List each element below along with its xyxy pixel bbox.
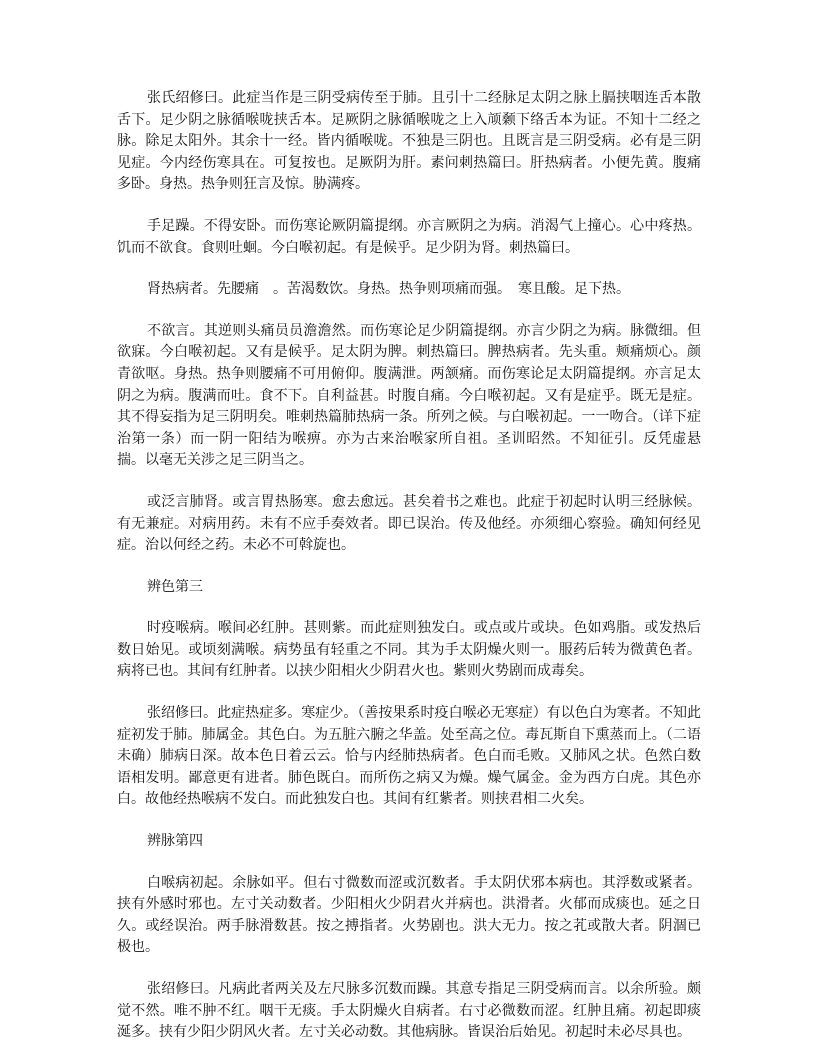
paragraph-9: 张绍修曰。凡病此者两关及左尺脉多沉数而躁。其意专指足三阴受病而言。以余所验。颇觉不然。唯不肿不红。咽干无痰。手太阴燥火自病者。右寸必微数而涩。红肿且痛。初起即痰涎多。挟有少阳少阴风火者。左寸关必动数。其他病脉。皆误治后始见。初起时未必尽具也。: [117, 981, 701, 1041]
section-heading-color: 辨色第三: [147, 578, 203, 595]
paragraph-7: 张绍修曰。此症热症多。寒症少。（善按果系时疫白喉必无寒症）有以色白为寒者。不知此症初发于肺。肺属金。其色白。为五脏六腑之华盖。处至高之位。毒瓦斯自下熏蒸而上。（二语未确）肺病日深。故本色日着云云。恰与内经肺热病者。色白而毛败。又肺风之状。色然白数语相发明。鄙意更有进者。肺色既白。而所伤之病又为燥。燥气属金。金为西方白虎。其色亦白。故他经热喉病不发白。而此独发白也。其间有红紫者。则挟君相二火矣。: [117, 705, 701, 808]
paragraph-6: 时疫喉病。喉间必红肿。甚则紫。而此症则独发白。或点或片或块。色如鸡脂。或发热后数日始见。或顷刻满喉。病势虽有轻重之不同。其为手太阴燥火则一。服药后转为微黄色者。病将已也。其间有红肿者。以挟少阳相火少阴君火也。紫则火势剧而成毒矣。: [117, 620, 701, 680]
paragraph-4: 不欲言。其逆则头痛员员澹澹然。而伤寒论足少阴篇提纲。亦言少阴之为病。脉微细。但欲寐。今白喉初起。又有是候乎。足太阴为脾。刺热篇曰。脾热病者。先头重。颊痛烦心。颜青欲呕。身热。热争则腰痛不可用俯仰。腹满泄。两颔痛。而伤寒论足太阴篇提纲。亦言足太阴之为病。腹满而吐。食不下。自利益甚。时腹自痛。今白喉初起。又有是症乎。既无是症。其不得妄指为足三阴明矣。唯刺热篇肺热病一条。所列之候。与白喉初起。一一吻合。（详下症治第一条）而一阴一阳结为喉痹。亦为古来治喉家所自祖。圣训昭然。不知征引。反凭虚悬揣。以毫无关涉之足三阴当之。: [117, 322, 701, 469]
paragraph-3: 肾热病者。先腰痛 。苦渴数饮。身热。热争则项痛而强。 寒且酸。足下热。: [147, 281, 630, 298]
paragraph-5: 或泛言肺肾。或言胃热肠寒。愈去愈远。甚矣着书之难也。此症于初起时认明三经脉候。有无兼症。对病用药。未有不应手奏效者。即已误治。传及他经。亦须细心察验。确知何经见症。治以何经之药。未必不可斡旋也。: [117, 493, 701, 554]
paragraph-8: 白喉病初起。余脉如平。但右寸微数而涩或沉数者。手太阴伏邪本病也。其浮数或紧者。挟有外感时邪也。左寸关动数者。少阳相火少阴君火并病也。洪滑者。火郁而成痰也。延之日久。或经误治。两手脉滑数甚。按之搏指者。火势剧也。洪大无力。按之芤或散大者。阴涸已极也。: [117, 874, 701, 956]
paragraph-1: 张氏绍修曰。此症当作是三阴受病传至于肺。且引十二经脉足太阴之脉上膈挟咽连舌本散舌下。足少阴之脉循喉咙挟舌本。足厥阴之脉循喉咙之上入颃颡下络舌本为证。不知十二经之脉。除足太阳外。其余十一经。皆内循喉咙。不独是三阴也。且既言是三阴受病。必有是三阴见症。今内经伤寒具在。可复按也。足厥阴为肝。素问刺热篇曰。肝热病者。小便先黄。腹痛多卧。身热。热争则狂言及惊。胁满疼。: [117, 90, 701, 193]
paragraph-2: 手足躁。不得安卧。而伤寒论厥阴篇提纲。亦言厥阴之为病。消渴气上撞心。心中疼热。饥而不欲食。食则吐蛔。今白喉初起。有是候乎。足少阴为肾。刺热篇曰。: [117, 217, 701, 256]
document-page: [117, 88, 701, 1064]
section-heading-pulse: 辨脉第四: [147, 833, 203, 850]
